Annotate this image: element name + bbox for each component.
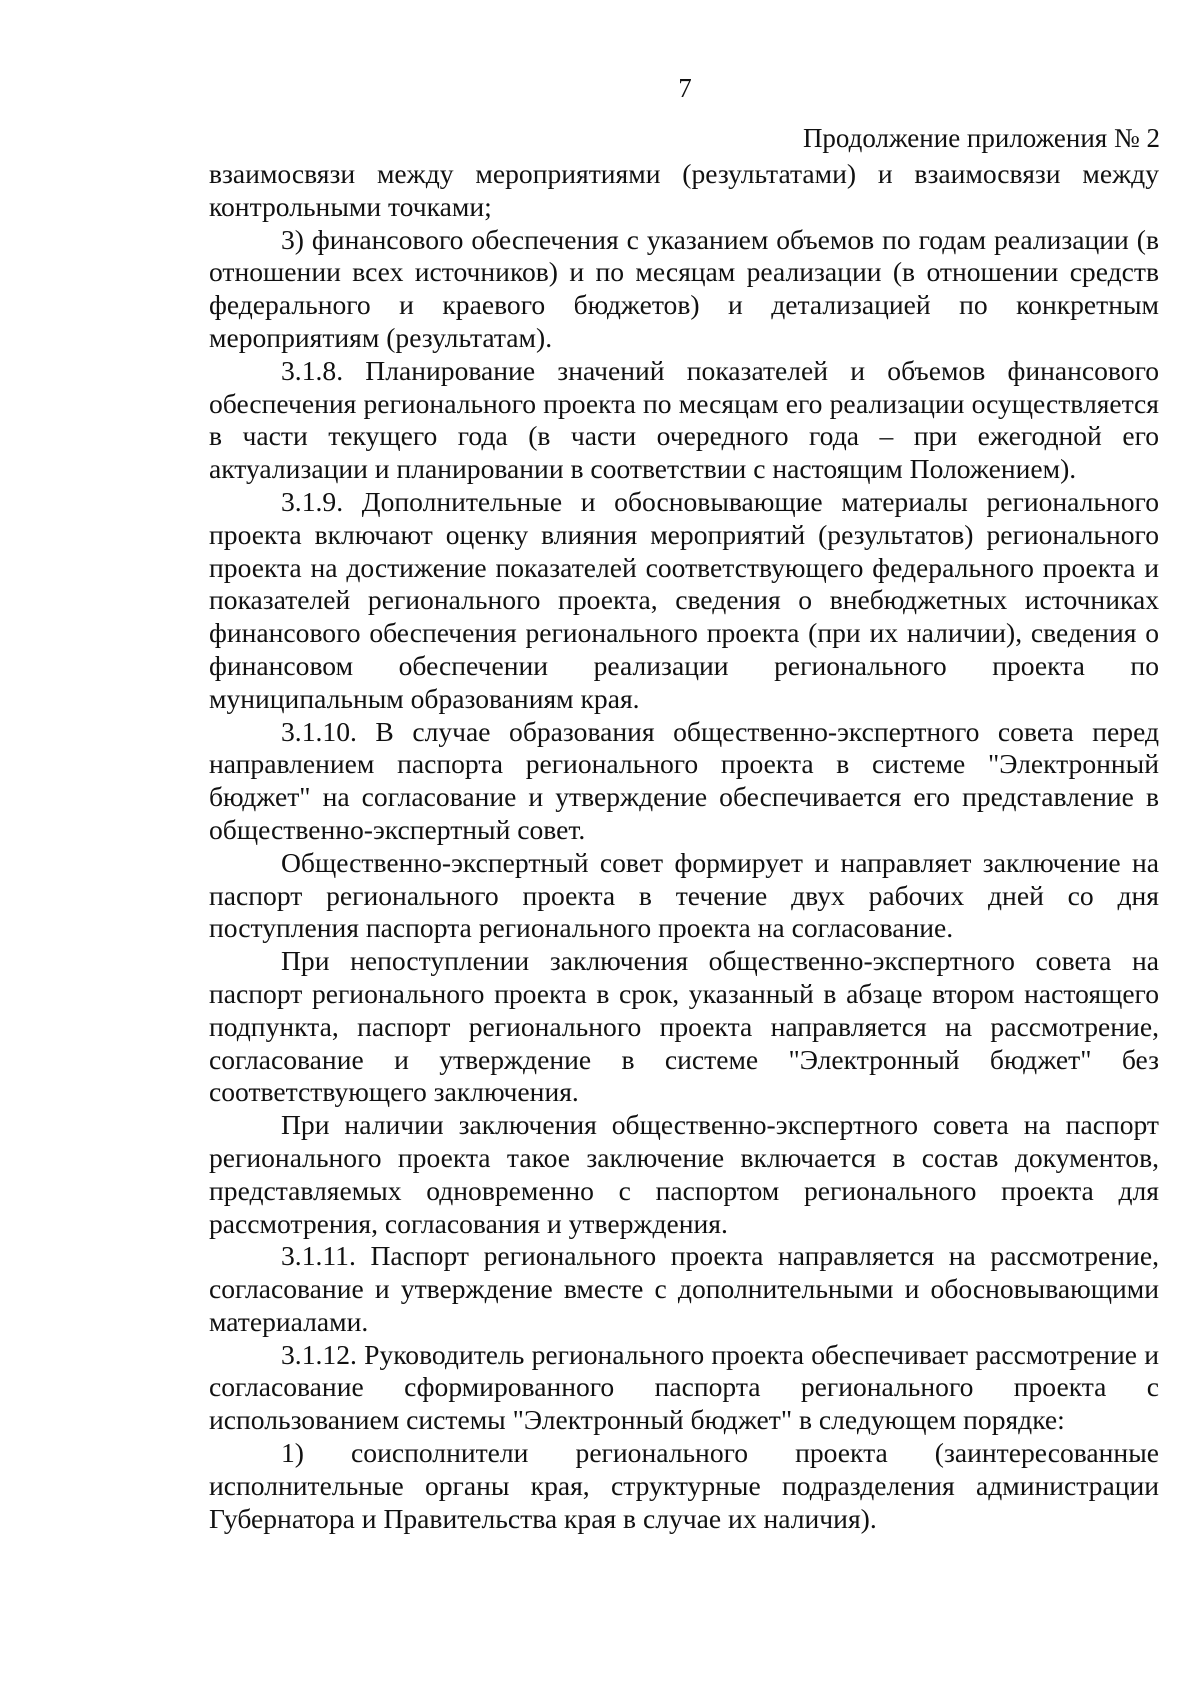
paragraph-3-1-8: 3.1.8. Планирование значений показателей и объемов финансового обеспечения регионального проекта по месяцам его реализации осуществляется в части текущего года (в части очередного года – при ежегодной его актуализации и планировании в соответствии с настоящим Положением). — [209, 354, 1159, 485]
paragraph-3-1-11: 3.1.11. Паспорт регионального проекта направляется на рассмотрение, согласование и утверждение вместе с дополнительными и обосновывающими материалами. — [209, 1240, 1159, 1337]
paragraph-item-1-coexecutors: 1) соисполнители регионального проекта (заинтересованные исполнительные органы края, структурные подразделения администрации Губернатора и Правительства края в случае их наличия). — [209, 1437, 1159, 1534]
paragraph-3-1-9: 3.1.9. Дополнительные и обосновывающие материалы регионального проекта включают оценку влияния мероприятий (результатов) регионального проекта на достижение показателей соответствующего федерального проекта и показателей регионального проекта, сведения о внебюджетных источниках финансового обеспечения регионального проекта (при их наличии), сведения о финансовом обеспечении реализации регионального проекта по муниципальным образованиям края. — [209, 485, 1159, 714]
document-body — [209, 158, 1159, 1535]
paragraph-with-conclusion: При наличии заключения общественно-экспертного совета на паспорт регионального проекта такое заключение включается в состав документов, представляемых одновременно с паспортом регионального проекта для рассмотрения, согласования и утверждения. — [209, 1109, 1159, 1239]
paragraph-continued: взаимосвязи между мероприятиями (результатами) и взаимосвязи между контрольными точками; — [209, 158, 1159, 222]
paragraph-item-3: 3) финансового обеспечения с указанием объемов по годам реализации (в отношении всех источников) и по месяцам реализации (в отношении средств федерального и краевого бюджетов) и детализацией по конкретным мероприятиям (результатам). — [209, 223, 1159, 353]
paragraph-no-conclusion: При непоступлении заключения общественно-экспертного совета на паспорт регионального проекта в срок, указанный в абзаце втором настоящего подпункта, паспорт регионального проекта направляется на рассмотрение, согласование и утверждение в системе "Электронный бюджет" без соответствующего заключения. — [209, 945, 1159, 1108]
paragraph-council-conclusion: Общественно-экспертный совет формирует и направляет заключение на паспорт регионального проекта в течение двух рабочих дней со дня поступления паспорта регионального проекта на согласование. — [209, 846, 1159, 944]
paragraph-3-1-12: 3.1.12. Руководитель регионального проекта обеспечивает рассмотрение и согласование сформированного паспорта регионального проекта с использованием системы "Электронный бюджет" в следующем порядке: — [209, 1338, 1159, 1436]
paragraph-3-1-10: 3.1.10. В случае образования общественно-экспертного совета перед направлением паспорта регионального проекта в системе "Электронный бюджет" на согласование и утверждение обеспечивается его представление в общественно-экспертный совет. — [209, 715, 1159, 845]
appendix-continuation-label: Продолжение приложения № 2 — [802, 123, 1160, 153]
page-number: 7 — [678, 73, 692, 103]
